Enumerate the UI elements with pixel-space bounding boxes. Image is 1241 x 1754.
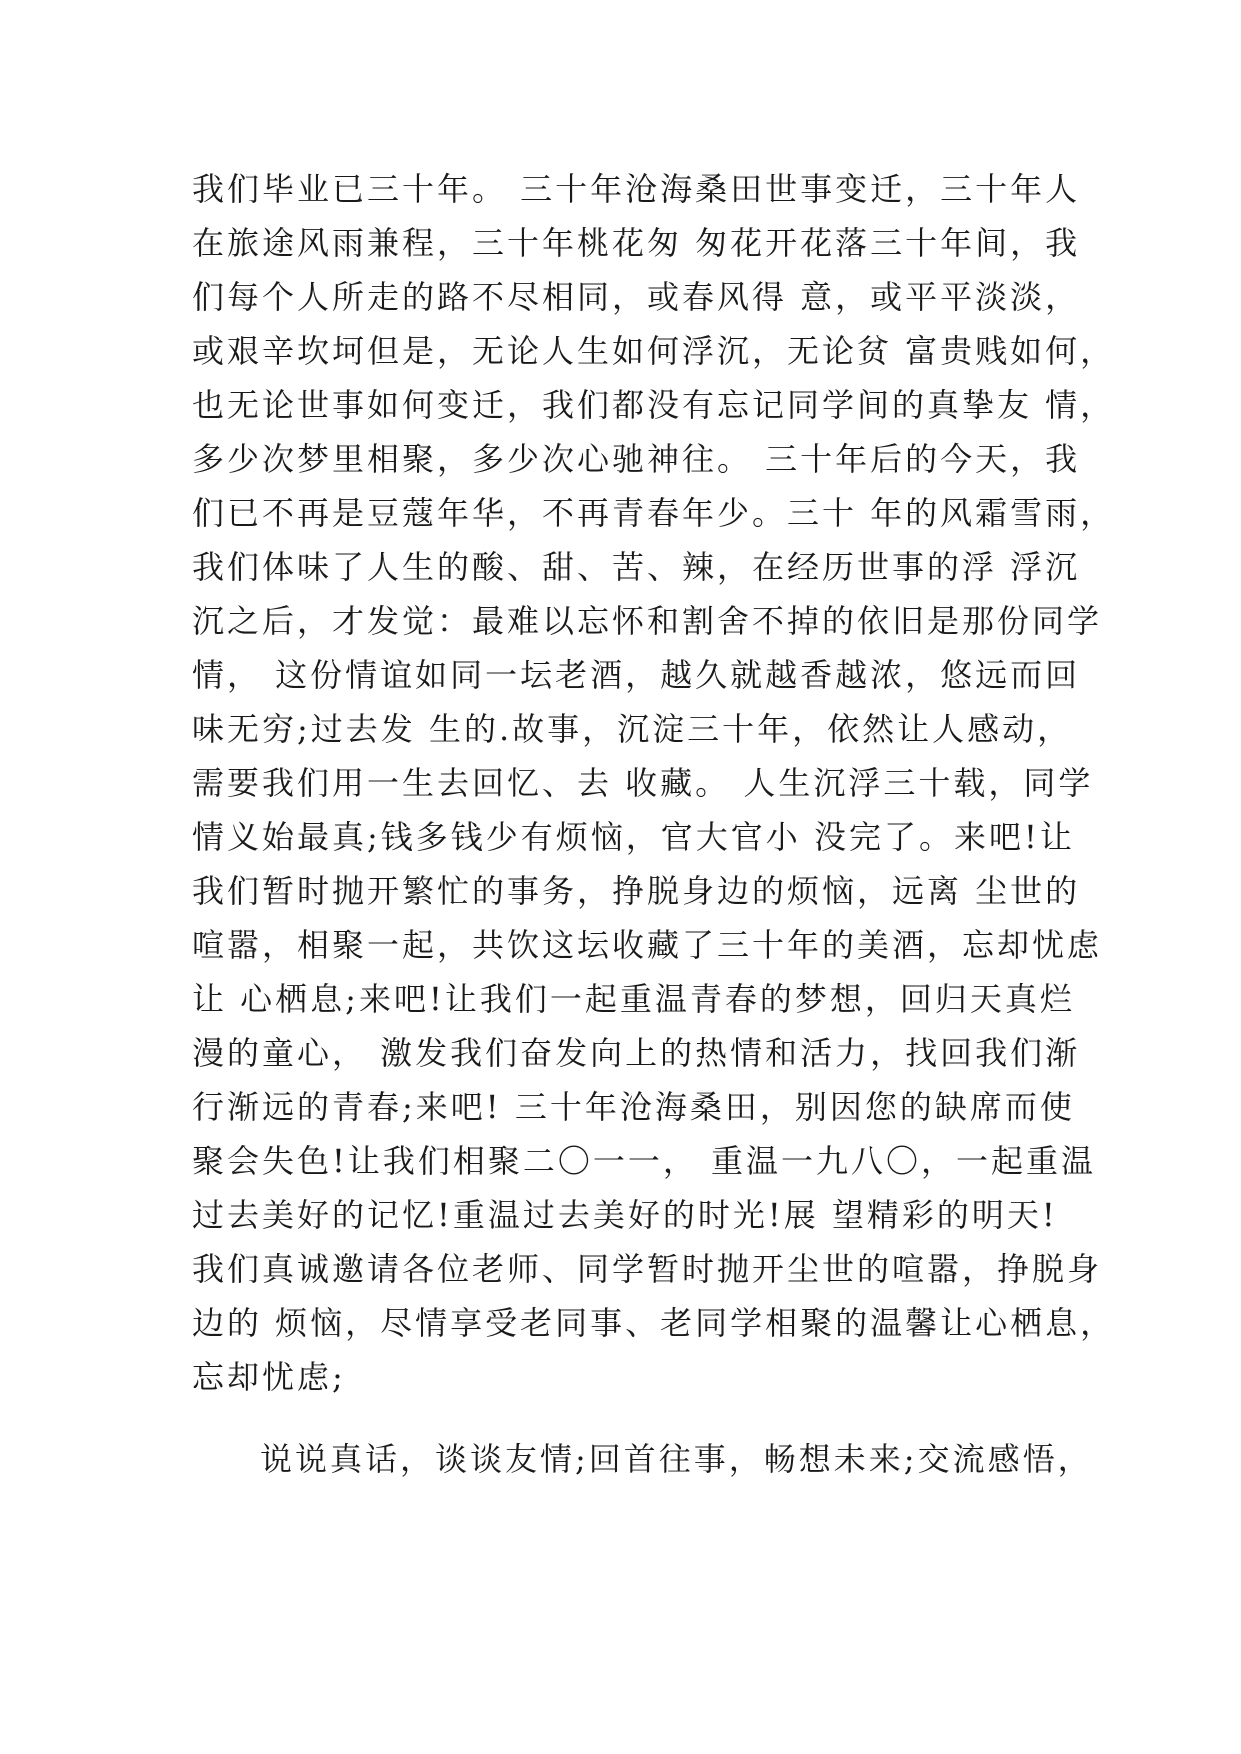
- text-line: 们已不再是豆蔻年华，不再青春年少。三十 年的风霜雪雨，: [192, 494, 1116, 532]
- text-line: 我们体味了人生的酸、甜、苦、辣，在经历世事的浮 浮沉: [192, 548, 1081, 586]
- text-line: 我们暂时抛开繁忙的事务，挣脱身边的烦恼，远离 尘世的: [192, 872, 1081, 910]
- text-line: 们每个人所走的路不尽相同，或春风得 意，或平平淡淡，: [192, 278, 1081, 316]
- text-line: 沉之后，才发觉：最难以忘怀和割舍不掉的依旧是那份同学: [192, 602, 1103, 640]
- text-line: 边的 烦恼，尽情享受老同事、老同学相聚的温馨让心栖息，: [192, 1304, 1116, 1342]
- paragraph-2: [192, 1432, 1093, 1486]
- text-line: 我们毕业已三十年。 三十年沧海桑田世事变迁，三十年人: [192, 170, 1081, 208]
- text-line: 行渐远的青春;来吧! 三十年沧海桑田，别因您的缺席而使: [192, 1088, 1075, 1126]
- text-line: 聚会失色!让我们相聚二〇一一， 重温一九八〇，一起重温: [192, 1142, 1097, 1180]
- text-line: 让 心栖息;来吧!让我们一起重温青春的梦想，回归天真烂: [192, 980, 1075, 1018]
- text-line: 忘却忧虑;: [192, 1358, 346, 1396]
- document-body: [192, 162, 1116, 1486]
- text-line: 或艰辛坎坷但是，无论人生如何浮沉，无论贫 富贵贱如何，: [192, 332, 1116, 370]
- text-line: 情义始最真;钱多钱少有烦恼，官大官小 没完了。来吧!让: [192, 818, 1075, 856]
- paragraph-1: [192, 162, 1116, 1404]
- text-line: 漫的童心， 激发我们奋发向上的热情和活力，找回我们渐: [192, 1034, 1081, 1072]
- text-line: 情， 这份情谊如同一坛老酒，越久就越香越浓，悠远而回: [192, 656, 1081, 694]
- text-line: 我们真诚邀请各位老师、同学暂时抛开尘世的喧嚣，挣脱身: [192, 1250, 1103, 1288]
- text-line: 味无穷;过去发 生的.故事，沉淀三十年，依然让人感动，: [192, 710, 1073, 748]
- text-line: 在旅途风雨兼程，三十年桃花匆 匆花开花落三十年间，我: [192, 224, 1081, 262]
- text-line: 需要我们用一生去回忆、去 收藏。 人生沉浮三十载，同学: [192, 764, 1094, 802]
- text-line: 喧嚣，相聚一起，共饮这坛收藏了三十年的美酒，忘却忧虑: [192, 926, 1103, 964]
- text-line: 说说真话，谈谈友情;回首往事，畅想未来;交流感悟，: [260, 1440, 1093, 1478]
- text-line: 过去美好的记忆!重温过去美好的时光!展 望精彩的明天!: [192, 1196, 1058, 1234]
- text-line: 多少次梦里相聚，多少次心驰神往。 三十年后的今天，我: [192, 440, 1081, 478]
- text-line: 也无论世事如何变迁，我们都没有忘记同学间的真挚友 情，: [192, 386, 1116, 424]
